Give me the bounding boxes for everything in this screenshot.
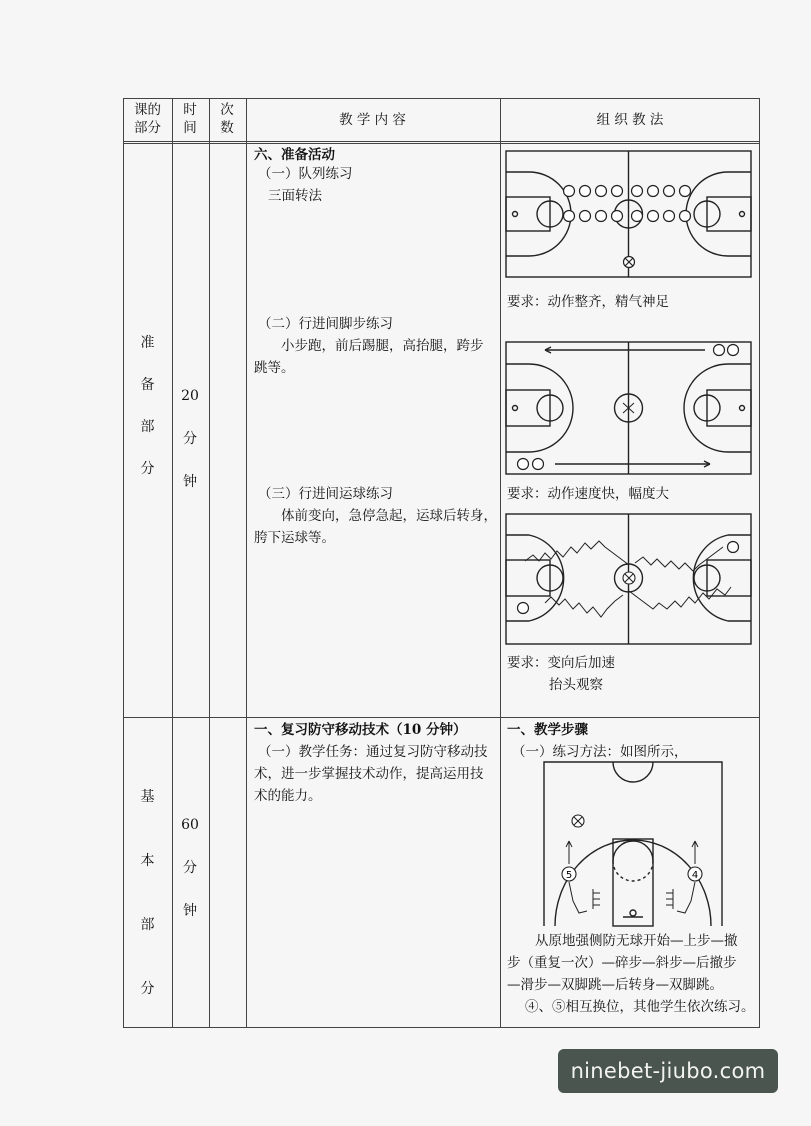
prep-s3-line1: 体前变向，急停急起，运球后转身， [281, 508, 497, 524]
movement-paths [566, 841, 698, 913]
basic-part-char: 分 [140, 981, 155, 997]
hoop-left [513, 406, 518, 411]
section-divider [124, 717, 759, 718]
basic-line3: 术的能力。 [254, 788, 322, 804]
header-count-line2: 数 [220, 120, 234, 136]
basic-title: 一、复习防守移动技术（10 分钟） [254, 722, 467, 738]
three-point-arc-left [506, 535, 564, 621]
hoop [630, 910, 636, 916]
prep-part-char: 部 [140, 419, 155, 435]
free-throw-arc-dashed [613, 861, 653, 881]
header-time-line2: 间 [183, 120, 197, 136]
header-divider [124, 141, 759, 144]
header-part [124, 101, 171, 137]
col-divider [500, 99, 501, 1027]
basic-part-label [124, 765, 171, 1021]
basic-line1: （一）教学任务：通过复习防守移动技 [258, 744, 488, 760]
basic-desc-line2: 步（重复一次）—碎步—斜步—后撤步 [507, 955, 737, 971]
defender-5-label: 5 [565, 870, 573, 881]
header-time-line1: 时 [183, 102, 197, 118]
prep-s2-line2: 跳等。 [254, 360, 295, 376]
prep-part-char: 准 [140, 335, 155, 351]
header-count-line1: 次 [220, 102, 234, 118]
col-divider [246, 99, 247, 1027]
key-right [707, 560, 751, 596]
basic-desc-line3: —滑步—双脚跳—后转身—双脚跳。 [507, 977, 723, 993]
defender-markers [562, 867, 702, 881]
basic-method-line1: （一）练习方法：如图所示， [512, 744, 688, 760]
court-diagram-formation [505, 150, 752, 278]
header-part-line2: 部分 [134, 120, 161, 136]
prep-req2: 要求：动作速度快，幅度大 [507, 486, 669, 502]
basic-time-char: 分 [183, 860, 197, 876]
basic-desc-line4: ④、⑤相互换位，其他学生依次练习。 [525, 999, 755, 1015]
ball-mark [572, 815, 584, 827]
basic-time-value: 60 [181, 817, 199, 833]
hoop-right [740, 406, 745, 411]
prep-part-char: 备 [140, 377, 155, 393]
court-diagram-dribbling [505, 513, 752, 645]
prep-s3-title: （三）行进间运球练习 [258, 486, 393, 502]
prep-part-char: 分 [140, 461, 155, 477]
prep-time-label [172, 375, 208, 504]
prep-s2-title: （二）行进间脚步练习 [258, 316, 393, 332]
header-content: 教 学 内 容 [339, 112, 406, 128]
basic-line2: 术，进一步掌握技术动作，提高运用技 [254, 766, 484, 782]
header-time [172, 101, 208, 137]
three-point-arc-left [506, 172, 571, 256]
cross-mark [623, 572, 635, 584]
prep-s2-line1: 小步跑，前后踢腿，高抬腿，跨步 [281, 338, 484, 354]
key-left [506, 560, 550, 596]
header-count [209, 101, 245, 137]
prep-s1-body: 三面转法 [268, 188, 322, 204]
prep-req3-line2: 抬头观察 [549, 677, 603, 693]
three-point-arc-right [686, 172, 751, 256]
defender-4-label: 4 [691, 870, 699, 881]
prep-part-label [124, 322, 171, 490]
three-point-arc [555, 840, 711, 926]
basic-part-char: 基 [140, 789, 155, 805]
watermark-badge: ninebet-jiubo.com [558, 1049, 778, 1093]
prep-req1: 要求：动作整齐，精气神足 [507, 294, 669, 310]
prep-req3-line1: 要求：变向后加速 [507, 655, 615, 671]
basic-method-title: 一、教学步骤 [507, 722, 588, 738]
center-circle-half [613, 762, 653, 782]
prep-time-value: 20 [181, 388, 199, 404]
col-divider [209, 99, 210, 1027]
header-part-line1: 课的 [134, 102, 161, 118]
half-court-defense-diagram [543, 761, 723, 927]
prep-s1-title: （一）队列练习 [258, 166, 353, 182]
basic-part-char: 本 [140, 853, 155, 869]
prep-title: 六、准备活动 [254, 147, 335, 163]
basic-desc-line1: 从原地强侧防无球开始—上步—撤 [535, 933, 738, 949]
hoop-left [513, 212, 518, 217]
court-diagram-footwork [505, 341, 752, 475]
basic-time-label [172, 804, 208, 933]
player-markers [564, 186, 691, 222]
header-method: 组 织 教 法 [596, 112, 664, 128]
hoop-right [740, 212, 745, 217]
free-throw-arc [613, 841, 653, 861]
coach-marker [624, 257, 635, 268]
prep-time-char: 钟 [183, 474, 197, 490]
prep-time-char: 分 [183, 431, 197, 447]
basic-part-char: 部 [140, 917, 155, 933]
prep-s3-line2: 胯下运球等。 [254, 530, 335, 546]
key [613, 839, 653, 926]
basic-time-char: 钟 [183, 903, 197, 919]
